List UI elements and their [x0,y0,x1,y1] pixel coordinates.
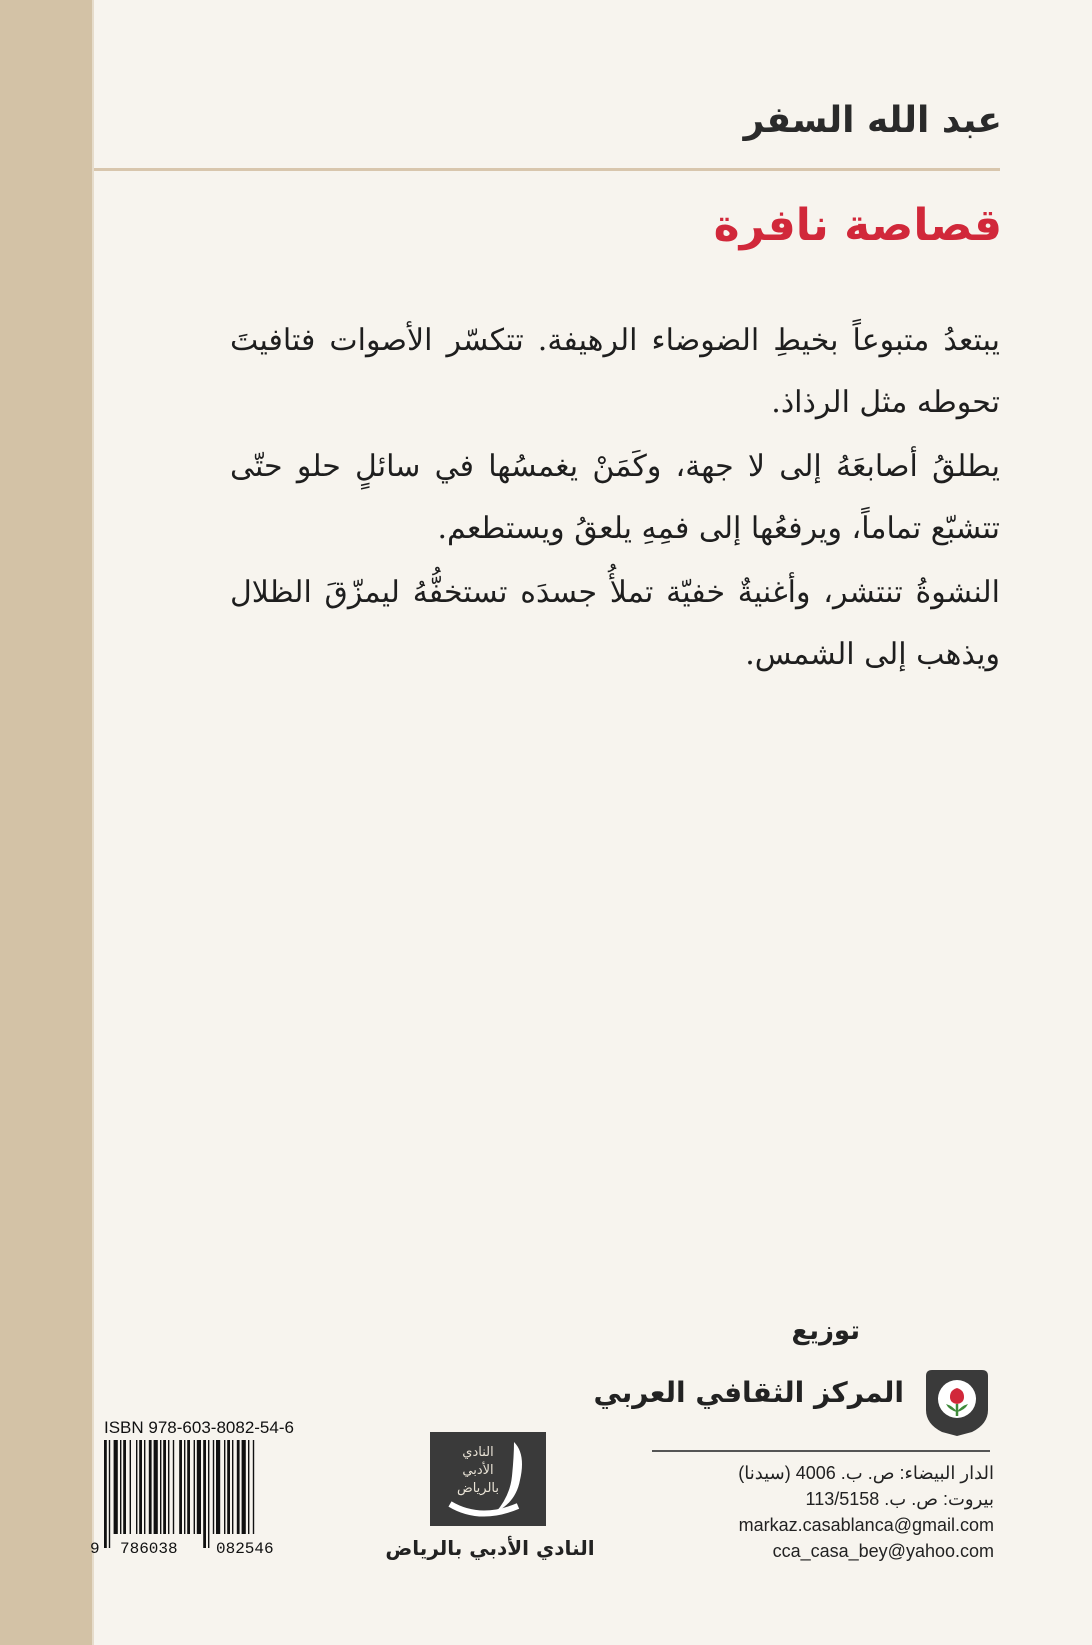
spine-edge [92,0,94,1645]
header-divider [94,168,1000,171]
publisher-logo-icon [922,1366,992,1436]
isbn-number: ISBN 978-603-8082-54-6 [104,1418,294,1437]
address-line-beirut: بيروت: ص. ب. 113/5158 [805,1489,994,1509]
barcode-icon [104,1440,302,1548]
book-spine [0,0,92,1645]
barcode-digits-right: 082546 [216,1540,274,1558]
publisher-name: المركز الثقافي العربي [593,1376,904,1409]
distribution-label: توزيع [791,1316,860,1346]
club-logo-line: الأدبي [462,1463,494,1478]
back-cover-blurb [230,310,1000,688]
blurb-paragraph: يبتعدُ متبوعاً بخيطِ الضوضاء الرهيفة. تتكسّر الأصوات فتافيتَ تحوطه مثل الرذاذ. [230,323,1000,420]
email-casablanca: markaz.casablanca@gmail.com [738,1515,994,1535]
publisher-divider [652,1450,990,1452]
club-logo-line: النادي [462,1445,494,1460]
literary-club-logo [430,1432,546,1526]
blurb-paragraph: يطلقُ أصابعَهُ إلى لا جهة، وكَمَنْ يغمسُها في سائلٍ حلو حتّى تتشبّع تماماً، ويرفعُها إلى فمِهِ يلعقُ ويستطعم. [230,449,1000,546]
barcode-digit-lead: 9 [90,1540,100,1558]
author-name: عبد الله السفر [743,100,1002,141]
club-logo-line: بالرياض [456,1481,500,1496]
book-title: قصاصة نافرة [713,200,1002,251]
literary-club-name: النادي الأدبي بالرياض [385,1536,595,1560]
barcode-digits-left: 786038 [120,1540,178,1558]
blurb-paragraph: النشوةُ تنتشر، وأغنيةٌ خفيّة تملأُ جسدَه تستخفُّهُ ليمزّقَ الظلال ويذهب إلى الشمس. [230,575,1000,672]
email-beirut: cca_casa_bey@yahoo.com [772,1541,994,1561]
publisher-address [654,1460,994,1564]
address-line-casablanca: الدار البيضاء: ص. ب. 4006 (سيدنا) [738,1463,994,1483]
